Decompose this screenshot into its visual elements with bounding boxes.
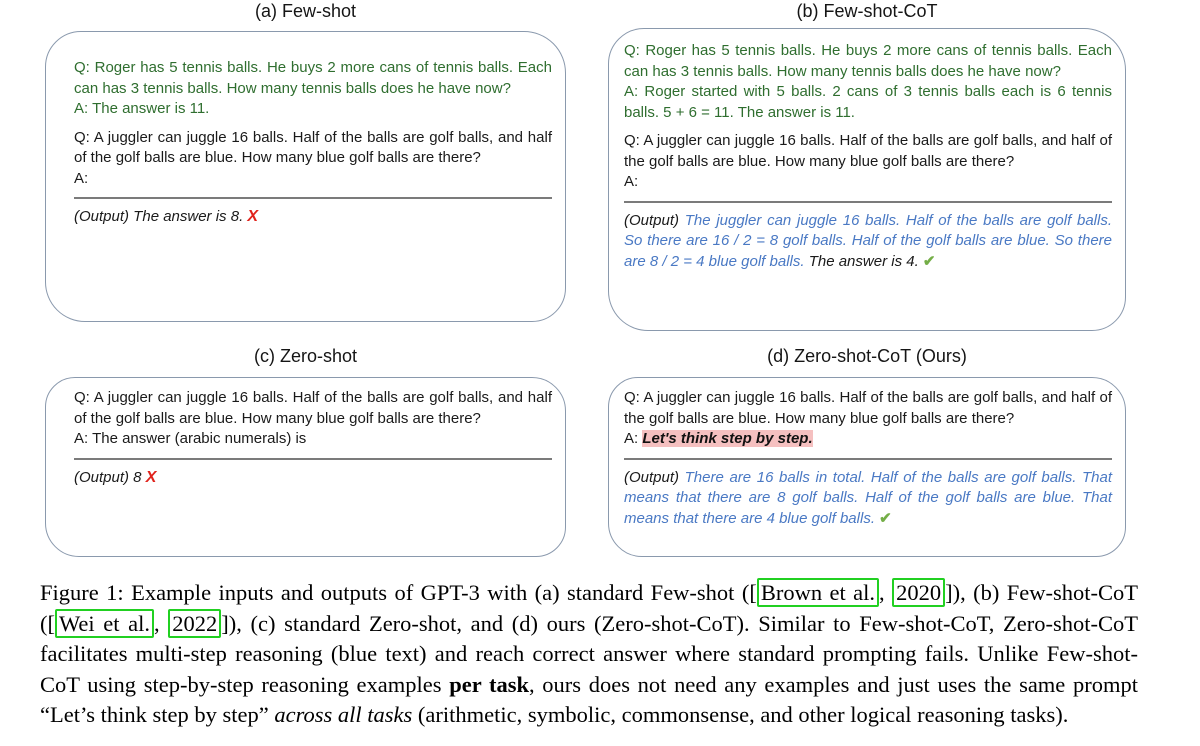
fewshot-example-question: Q: Roger has 5 tennis balls. He buys 2 more cans of tennis balls. Each can has 3 tennis balls. How many tennis balls does he have now? bbox=[624, 42, 1112, 80]
citation-link[interactable]: 2022 bbox=[168, 609, 221, 638]
panel-c-zeroshot-box bbox=[45, 377, 566, 557]
panel-paragraph bbox=[624, 211, 1112, 273]
figure-caption bbox=[40, 578, 1138, 731]
reasoning-text: There are 16 balls in total. Half of the balls are golf balls. That means that there are 8 golf balls. Half of the golf balls are blue. That means that there are 4 blue golf balls. bbox=[624, 468, 1112, 527]
fewshot-example-question: Q: Roger has 5 tennis balls. He buys 2 more cans of tennis balls. Each can has 3 tennis balls. How many tennis balls does he have now? bbox=[74, 59, 552, 97]
panel-b-fewshot-cot-box bbox=[608, 28, 1126, 331]
prompt-output-separator bbox=[74, 197, 552, 199]
caption-text: Figure 1: Example inputs and outputs of GPT-3 with (a) standard Few-shot ([ bbox=[40, 580, 757, 605]
caption-text: (arithmetic, symbolic, commonsense, and other logical reasoning tasks). bbox=[412, 702, 1069, 727]
caption-text: , bbox=[154, 610, 169, 636]
panel-a-fewshot-box bbox=[45, 31, 566, 322]
citation-link[interactable]: Wei et al. bbox=[55, 609, 154, 638]
prompt-output-separator bbox=[624, 201, 1112, 203]
panel-paragraph bbox=[624, 388, 1112, 450]
answer-prompt: A: bbox=[74, 169, 89, 187]
panel-paragraph bbox=[74, 128, 552, 190]
model-output: (Output) The answer is 8. bbox=[74, 208, 248, 225]
panel-paragraph bbox=[624, 131, 1112, 193]
caption-text: ]), (b) Few-shot-CoT ([ bbox=[40, 580, 1139, 636]
reasoning-text: The juggler can juggle 16 balls. Half of the balls are golf balls. So there are 16 / 2 = 8 golf balls. Half of the golf balls are blue. So there are 8 / 2 = 4 blue golf balls. bbox=[624, 211, 1113, 270]
panel-d-zeroshot-cot-box bbox=[608, 377, 1126, 557]
caption-bold-text: per task bbox=[449, 671, 529, 697]
prompt-output-separator bbox=[74, 458, 552, 460]
final-answer: The answer is 4. bbox=[808, 252, 923, 270]
panel-paragraph bbox=[624, 468, 1112, 530]
trigger-prompt-highlight: Let's think step by step. bbox=[642, 430, 813, 447]
panel-b-title: (b) Few-shot-CoT bbox=[796, 1, 938, 21]
model-output: (Output) 8 bbox=[74, 468, 146, 486]
answer-prompt: A: bbox=[624, 173, 639, 190]
incorrect-mark: X bbox=[247, 208, 259, 225]
citation-link[interactable]: Brown et al. bbox=[757, 578, 879, 607]
target-question: Q: A juggler can juggle 16 balls. Half of the balls are golf balls, and half of the golf balls are blue. How many blue golf balls are there? bbox=[624, 132, 1112, 170]
correct-mark: ✔ bbox=[879, 509, 892, 527]
fewshot-example-answer: A: Roger started with 5 balls. 2 cans of 3 tennis balls each is 6 tennis balls. 5 + 6 = 11. The answer is 11. bbox=[624, 83, 1112, 121]
answer-prompt: A: bbox=[624, 430, 643, 447]
panel-paragraph bbox=[624, 41, 1112, 123]
panel-c-title: (c) Zero-shot bbox=[253, 346, 358, 366]
model-output: (Output) bbox=[624, 468, 685, 486]
target-question: Q: A juggler can juggle 16 balls. Half of the balls are golf balls, and half of the golf balls are blue. How many blue golf balls are there? bbox=[624, 389, 1112, 427]
panel-d-title: (d) Zero-shot-CoT (Ours) bbox=[767, 346, 967, 366]
panel-paragraph bbox=[74, 58, 552, 120]
panel-paragraph bbox=[74, 468, 552, 489]
citation-link[interactable]: 2020 bbox=[892, 578, 945, 607]
correct-mark: ✔ bbox=[922, 252, 936, 270]
panel-a-title: (a) Few-shot bbox=[254, 1, 357, 21]
caption-text: ]), (c) standard Zero-shot, and (d) ours (Zero-shot-CoT). Similar to Few-shot-CoT, Zero-shot-CoT facilitates multi-step reasoning (blue text) and reach correct answer where standard prompting fails. Unlike Few-shot-CoT using step-by-step reasoning examples bbox=[40, 610, 1138, 697]
prompt-output-separator bbox=[624, 458, 1112, 460]
panel-paragraph bbox=[74, 207, 552, 228]
target-question: Q: A juggler can juggle 16 balls. Half of the balls are golf balls, and half of the golf balls are blue. How many blue golf balls are there? bbox=[74, 128, 552, 166]
caption-text: , ours does not need any examples and just uses the same prompt “Let’s think step by step” bbox=[40, 671, 1138, 727]
panel-paragraph bbox=[74, 388, 552, 450]
answer-prompt: A: The answer (arabic numerals) is bbox=[74, 430, 307, 447]
incorrect-mark: X bbox=[145, 468, 157, 486]
caption-text: , bbox=[879, 580, 893, 605]
model-output: (Output) bbox=[624, 211, 685, 229]
caption-italic-text: across all tasks bbox=[274, 702, 413, 727]
target-question: Q: A juggler can juggle 16 balls. Half of the balls are golf balls, and half of the golf balls are blue. How many blue golf balls are there? bbox=[74, 389, 552, 427]
fewshot-example-answer: A: The answer is 11. bbox=[74, 100, 210, 117]
